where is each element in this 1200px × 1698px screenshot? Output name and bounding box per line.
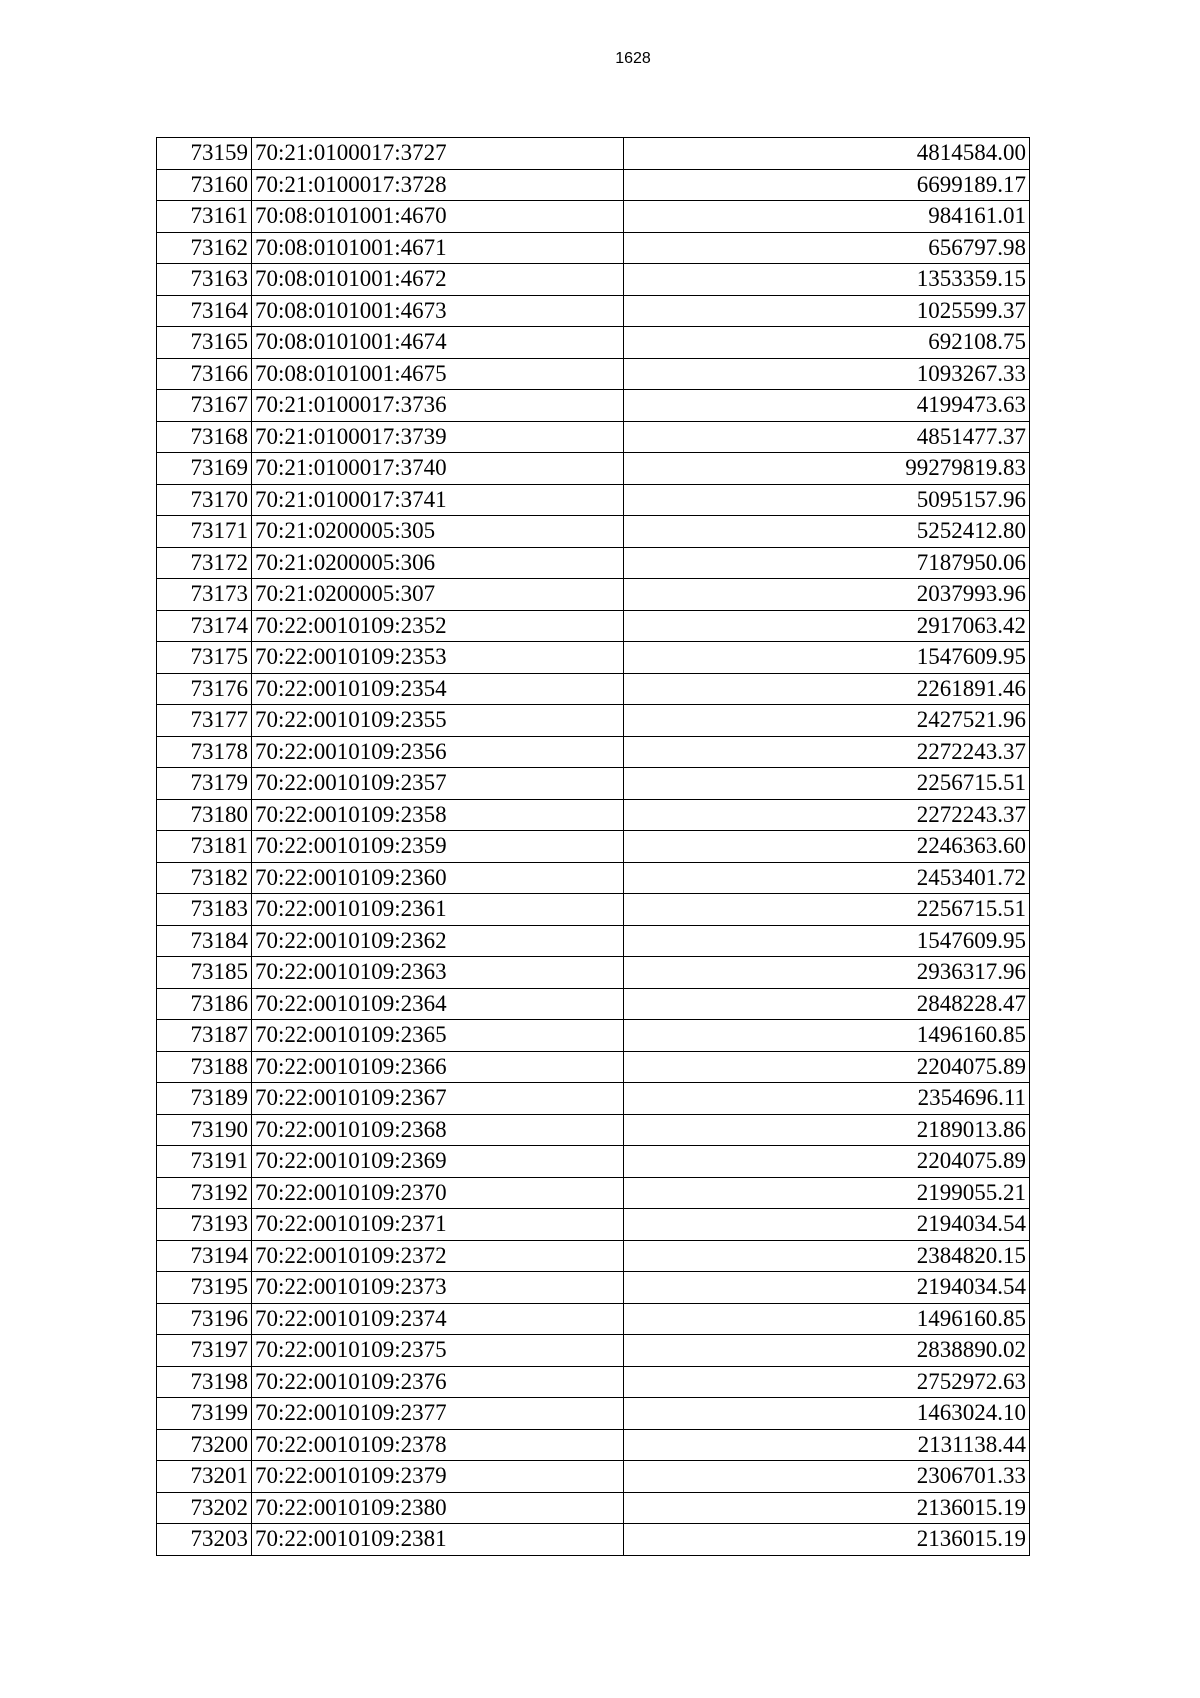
row-number-cell: 73189 <box>157 1083 252 1115</box>
cadastral-value-cell: 2848228.47 <box>624 988 1030 1020</box>
cadastral-number-cell: 70:22:0010109:2352 <box>252 610 624 642</box>
table-row <box>157 138 1030 170</box>
cadastral-number-cell: 70:22:0010109:2355 <box>252 705 624 737</box>
cadastral-number-cell: 70:22:0010109:2359 <box>252 831 624 863</box>
cadastral-value-cell: 2199055.21 <box>624 1177 1030 1209</box>
cadastral-value-cell: 7187950.06 <box>624 547 1030 579</box>
cadastral-value-cell: 4851477.37 <box>624 421 1030 453</box>
cadastral-value-cell: 1093267.33 <box>624 358 1030 390</box>
cadastral-number-cell: 70:22:0010109:2379 <box>252 1461 624 1493</box>
row-number-cell: 73168 <box>157 421 252 453</box>
cadastral-value-cell: 99279819.83 <box>624 453 1030 485</box>
cadastral-value-cell: 2272243.37 <box>624 799 1030 831</box>
row-number-cell: 73201 <box>157 1461 252 1493</box>
cadastral-number-cell: 70:21:0200005:305 <box>252 516 624 548</box>
table-row <box>157 1114 1030 1146</box>
row-number-cell: 73181 <box>157 831 252 863</box>
table-row <box>157 1398 1030 1430</box>
cadastral-value-cell: 2354696.11 <box>624 1083 1030 1115</box>
table-row <box>157 547 1030 579</box>
row-number-cell: 73184 <box>157 925 252 957</box>
cadastral-number-cell: 70:22:0010109:2369 <box>252 1146 624 1178</box>
table-row <box>157 327 1030 359</box>
table-row <box>157 295 1030 327</box>
table-row <box>157 705 1030 737</box>
table-row <box>157 610 1030 642</box>
cadastral-number-cell: 70:22:0010109:2356 <box>252 736 624 768</box>
cadastral-value-cell: 5252412.80 <box>624 516 1030 548</box>
cadastral-value-cell: 2306701.33 <box>624 1461 1030 1493</box>
cadastral-number-cell: 70:22:0010109:2375 <box>252 1335 624 1367</box>
cadastral-value-cell: 2384820.15 <box>624 1240 1030 1272</box>
cadastral-number-cell: 70:21:0100017:3727 <box>252 138 624 170</box>
row-number-cell: 73175 <box>157 642 252 674</box>
cadastral-value-cell: 656797.98 <box>624 232 1030 264</box>
table-row <box>157 390 1030 422</box>
cadastral-number-cell: 70:21:0100017:3740 <box>252 453 624 485</box>
table-row <box>157 264 1030 296</box>
cadastral-number-cell: 70:22:0010109:2360 <box>252 862 624 894</box>
table-row <box>157 925 1030 957</box>
cadastral-number-cell: 70:22:0010109:2380 <box>252 1492 624 1524</box>
cadastral-number-cell: 70:22:0010109:2358 <box>252 799 624 831</box>
cadastral-number-cell: 70:21:0200005:306 <box>252 547 624 579</box>
cadastral-number-cell: 70:22:0010109:2353 <box>252 642 624 674</box>
row-number-cell: 73194 <box>157 1240 252 1272</box>
row-number-cell: 73160 <box>157 169 252 201</box>
cadastral-value-cell: 1463024.10 <box>624 1398 1030 1430</box>
cadastral-value-cell: 2427521.96 <box>624 705 1030 737</box>
cadastral-value-cell: 5095157.96 <box>624 484 1030 516</box>
row-number-cell: 73188 <box>157 1051 252 1083</box>
table-row <box>157 1429 1030 1461</box>
table-row <box>157 1335 1030 1367</box>
cadastral-value-cell: 2189013.86 <box>624 1114 1030 1146</box>
cadastral-number-cell: 70:22:0010109:2372 <box>252 1240 624 1272</box>
table-row <box>157 1272 1030 1304</box>
cadastral-number-cell: 70:22:0010109:2354 <box>252 673 624 705</box>
row-number-cell: 73196 <box>157 1303 252 1335</box>
cadastral-number-cell: 70:22:0010109:2374 <box>252 1303 624 1335</box>
row-number-cell: 73192 <box>157 1177 252 1209</box>
table-row <box>157 1366 1030 1398</box>
row-number-cell: 73165 <box>157 327 252 359</box>
row-number-cell: 73182 <box>157 862 252 894</box>
cadastral-number-cell: 70:08:0101001:4671 <box>252 232 624 264</box>
row-number-cell: 73164 <box>157 295 252 327</box>
table-row <box>157 1209 1030 1241</box>
cadastral-number-cell: 70:22:0010109:2367 <box>252 1083 624 1115</box>
row-number-cell: 73167 <box>157 390 252 422</box>
table-row <box>157 169 1030 201</box>
cadastral-number-cell: 70:21:0100017:3736 <box>252 390 624 422</box>
row-number-cell: 73162 <box>157 232 252 264</box>
row-number-cell: 73176 <box>157 673 252 705</box>
table-row <box>157 358 1030 390</box>
row-number-cell: 73203 <box>157 1524 252 1556</box>
row-number-cell: 73177 <box>157 705 252 737</box>
cadastral-number-cell: 70:22:0010109:2362 <box>252 925 624 957</box>
table-row <box>157 1051 1030 1083</box>
table-row <box>157 232 1030 264</box>
cadastral-value-cell: 2453401.72 <box>624 862 1030 894</box>
row-number-cell: 73195 <box>157 1272 252 1304</box>
table-row <box>157 831 1030 863</box>
table-row <box>157 768 1030 800</box>
cadastral-value-cell: 2917063.42 <box>624 610 1030 642</box>
row-number-cell: 73172 <box>157 547 252 579</box>
row-number-cell: 73170 <box>157 484 252 516</box>
row-number-cell: 73178 <box>157 736 252 768</box>
cadastral-number-cell: 70:22:0010109:2363 <box>252 957 624 989</box>
cadastral-value-cell: 984161.01 <box>624 201 1030 233</box>
row-number-cell: 73185 <box>157 957 252 989</box>
cadastral-number-cell: 70:22:0010109:2373 <box>252 1272 624 1304</box>
table-row <box>157 1492 1030 1524</box>
cadastral-number-cell: 70:22:0010109:2368 <box>252 1114 624 1146</box>
cadastral-number-cell: 70:22:0010109:2377 <box>252 1398 624 1430</box>
cadastral-value-cell: 2204075.89 <box>624 1146 1030 1178</box>
table-row <box>157 862 1030 894</box>
cadastral-number-cell: 70:22:0010109:2378 <box>252 1429 624 1461</box>
cadastral-value-cell: 1547609.95 <box>624 925 1030 957</box>
row-number-cell: 73190 <box>157 1114 252 1146</box>
table-row <box>157 1083 1030 1115</box>
table-row <box>157 579 1030 611</box>
cadastral-value-cell: 2246363.60 <box>624 831 1030 863</box>
cadastral-value-cell: 6699189.17 <box>624 169 1030 201</box>
row-number-cell: 73166 <box>157 358 252 390</box>
page-number: 1628 <box>615 50 651 67</box>
table-row <box>157 1177 1030 1209</box>
table-row <box>157 988 1030 1020</box>
cadastral-value-cell: 2194034.54 <box>624 1209 1030 1241</box>
table-body <box>157 138 1030 1556</box>
table-row <box>157 1020 1030 1052</box>
table-row <box>157 957 1030 989</box>
table-row <box>157 453 1030 485</box>
table-row <box>157 1461 1030 1493</box>
cadastral-number-cell: 70:22:0010109:2357 <box>252 768 624 800</box>
row-number-cell: 73198 <box>157 1366 252 1398</box>
cadastral-number-cell: 70:22:0010109:2361 <box>252 894 624 926</box>
table-row <box>157 894 1030 926</box>
cadastral-value-cell: 2037993.96 <box>624 579 1030 611</box>
cadastral-number-cell: 70:21:0100017:3728 <box>252 169 624 201</box>
cadastral-number-cell: 70:22:0010109:2376 <box>252 1366 624 1398</box>
cadastral-value-cell: 1353359.15 <box>624 264 1030 296</box>
table-row <box>157 642 1030 674</box>
cadastral-number-cell: 70:21:0100017:3739 <box>252 421 624 453</box>
cadastral-value-cell: 692108.75 <box>624 327 1030 359</box>
cadastral-value-cell: 1496160.85 <box>624 1020 1030 1052</box>
cadastral-value-cell: 1496160.85 <box>624 1303 1030 1335</box>
table-row <box>157 1240 1030 1272</box>
cadastral-number-cell: 70:21:0100017:3741 <box>252 484 624 516</box>
row-number-cell: 73193 <box>157 1209 252 1241</box>
row-number-cell: 73200 <box>157 1429 252 1461</box>
cadastral-number-cell: 70:22:0010109:2381 <box>252 1524 624 1556</box>
table-row <box>157 1146 1030 1178</box>
row-number-cell: 73197 <box>157 1335 252 1367</box>
table-row <box>157 421 1030 453</box>
row-number-cell: 73199 <box>157 1398 252 1430</box>
row-number-cell: 73183 <box>157 894 252 926</box>
cadastral-number-cell: 70:22:0010109:2371 <box>252 1209 624 1241</box>
row-number-cell: 73159 <box>157 138 252 170</box>
cadastral-number-cell: 70:08:0101001:4672 <box>252 264 624 296</box>
cadastral-value-cell: 2194034.54 <box>624 1272 1030 1304</box>
table-row <box>157 201 1030 233</box>
cadastral-number-cell: 70:08:0101001:4673 <box>252 295 624 327</box>
row-number-cell: 73173 <box>157 579 252 611</box>
cadastral-value-cell: 2936317.96 <box>624 957 1030 989</box>
cadastral-value-cell: 1547609.95 <box>624 642 1030 674</box>
cadastral-number-cell: 70:22:0010109:2366 <box>252 1051 624 1083</box>
cadastral-number-cell: 70:08:0101001:4675 <box>252 358 624 390</box>
row-number-cell: 73179 <box>157 768 252 800</box>
cadastral-number-cell: 70:08:0101001:4674 <box>252 327 624 359</box>
row-number-cell: 73187 <box>157 1020 252 1052</box>
row-number-cell: 73191 <box>157 1146 252 1178</box>
row-number-cell: 73174 <box>157 610 252 642</box>
cadastral-number-cell: 70:08:0101001:4670 <box>252 201 624 233</box>
table-row <box>157 736 1030 768</box>
table-row <box>157 1524 1030 1556</box>
cadastral-value-cell: 2131138.44 <box>624 1429 1030 1461</box>
row-number-cell: 73171 <box>157 516 252 548</box>
row-number-cell: 73163 <box>157 264 252 296</box>
cadastral-value-cell: 2256715.51 <box>624 768 1030 800</box>
cadastral-value-cell: 2204075.89 <box>624 1051 1030 1083</box>
row-number-cell: 73202 <box>157 1492 252 1524</box>
cadastral-number-cell: 70:22:0010109:2370 <box>252 1177 624 1209</box>
cadastral-value-cell: 1025599.37 <box>624 295 1030 327</box>
cadastral-number-cell: 70:22:0010109:2364 <box>252 988 624 1020</box>
row-number-cell: 73180 <box>157 799 252 831</box>
cadastral-value-cell: 4199473.63 <box>624 390 1030 422</box>
row-number-cell: 73186 <box>157 988 252 1020</box>
row-number-cell: 73169 <box>157 453 252 485</box>
cadastral-value-table <box>156 137 1030 1556</box>
cadastral-value-cell: 4814584.00 <box>624 138 1030 170</box>
cadastral-value-cell: 2272243.37 <box>624 736 1030 768</box>
cadastral-value-cell: 2261891.46 <box>624 673 1030 705</box>
cadastral-number-cell: 70:22:0010109:2365 <box>252 1020 624 1052</box>
table-row <box>157 799 1030 831</box>
row-number-cell: 73161 <box>157 201 252 233</box>
cadastral-value-cell: 2752972.63 <box>624 1366 1030 1398</box>
cadastral-value-cell: 2136015.19 <box>624 1524 1030 1556</box>
table-row <box>157 484 1030 516</box>
cadastral-value-cell: 2256715.51 <box>624 894 1030 926</box>
cadastral-number-cell: 70:21:0200005:307 <box>252 579 624 611</box>
table-row <box>157 516 1030 548</box>
cadastral-value-cell: 2136015.19 <box>624 1492 1030 1524</box>
table-row <box>157 1303 1030 1335</box>
table-row <box>157 673 1030 705</box>
cadastral-value-cell: 2838890.02 <box>624 1335 1030 1367</box>
